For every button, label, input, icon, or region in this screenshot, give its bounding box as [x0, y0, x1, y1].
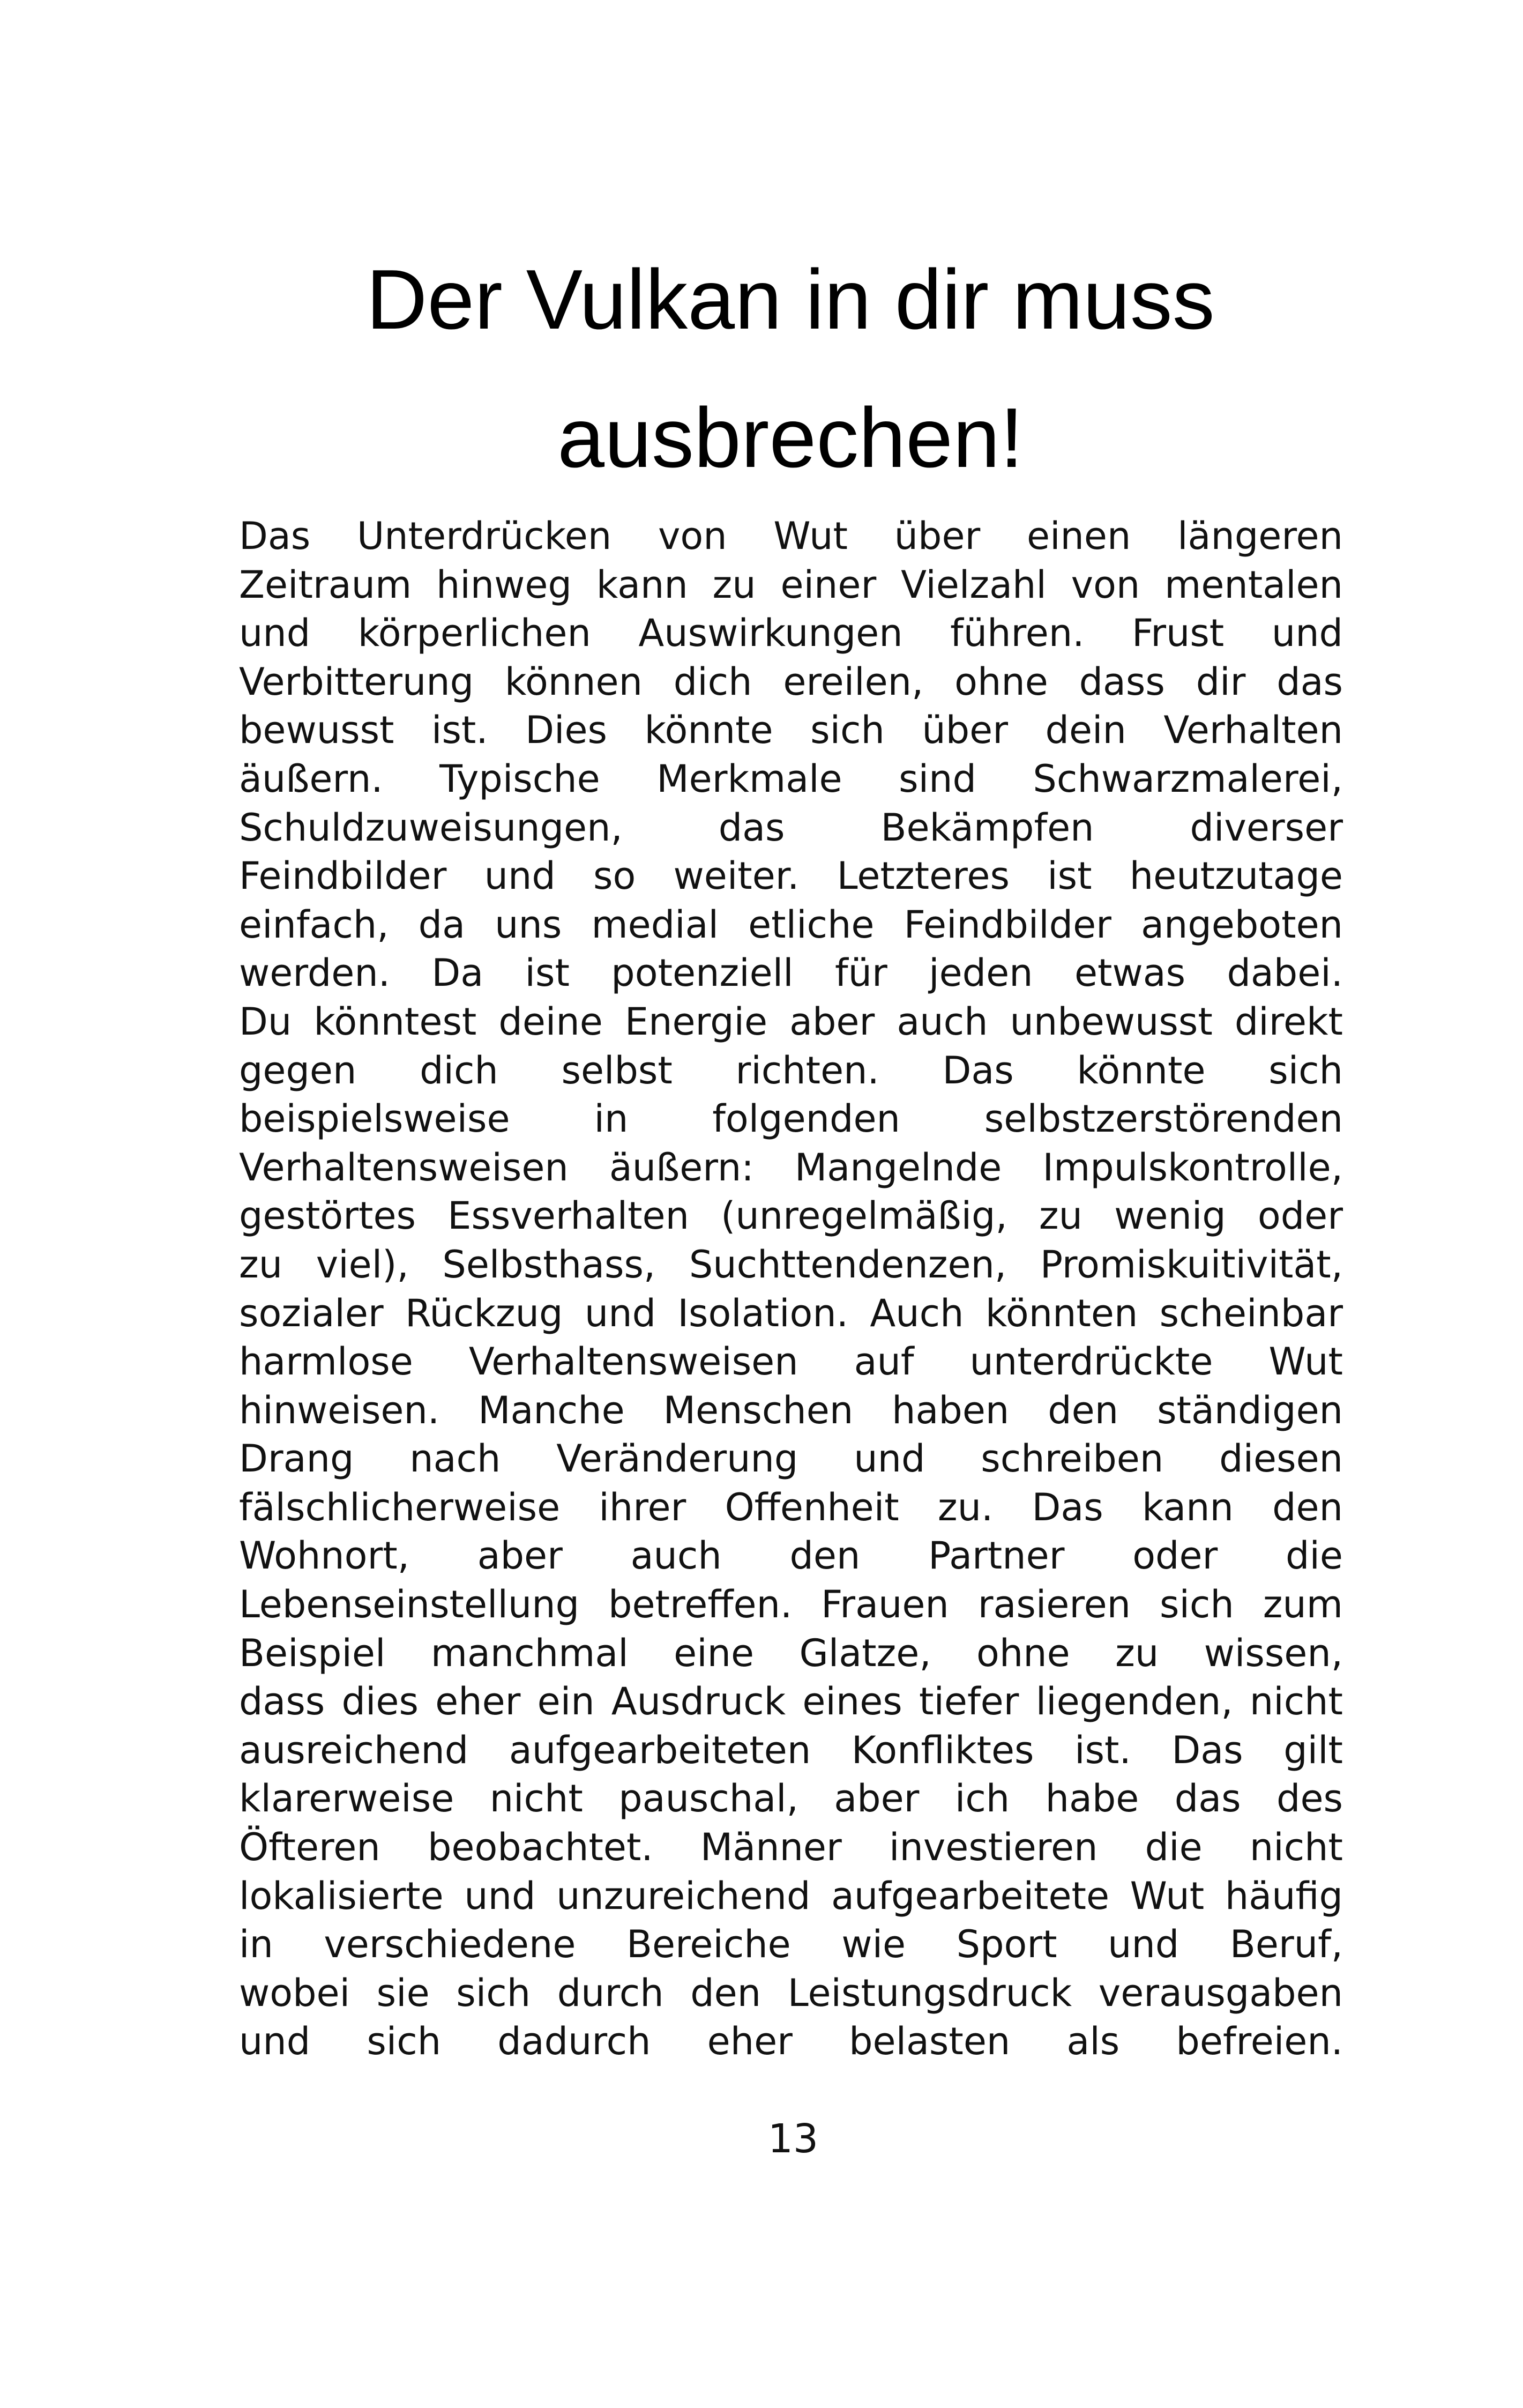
text-line: dass dies eher ein Ausdruck eines tiefer liegenden, nicht — [239, 1679, 1343, 1724]
text-line: Öfteren beobachtet. Männer investieren die nicht — [239, 1825, 1343, 1870]
chapter-title-line: ausbrechen! — [557, 391, 1024, 485]
text-line: Verhaltensweisen äußern: Mangelnde Impulskontrolle, — [239, 1145, 1343, 1190]
text-line: fälschlicherweise ihrer Offenheit zu. Das kann den — [239, 1485, 1343, 1529]
chapter-title — [241, 231, 1340, 507]
text-line: hinweisen. Manche Menschen haben den ständigen — [239, 1388, 1343, 1432]
text-line: Wohnort, aber auch den Partner oder die — [239, 1534, 1343, 1578]
text-line: Schuldzuweisungen, das Bekämpfen diverser — [239, 805, 1343, 850]
text-line: harmlose Verhaltensweisen auf unterdrückte Wut — [239, 1340, 1343, 1384]
page-number: 13 — [767, 2116, 819, 2162]
text-line: werden. Da ist potenziell für jeden etwas dabei. — [239, 951, 1343, 995]
text-line: einfach, da uns medial etliche Feindbilder angeboten — [239, 902, 1343, 947]
text-line: und körperlichen Auswirkungen führen. Frust und — [239, 611, 1343, 656]
text-line: Du könntest deine Energie aber auch unbewusst direkt — [239, 999, 1343, 1044]
text-line: beispielsweise in folgenden selbstzerstörenden — [239, 1097, 1343, 1141]
body-paragraph — [239, 512, 1343, 2066]
chapter-title-line: Der Vulkan in dir muss — [366, 252, 1215, 347]
text-line: zu viel), Selbsthass, Suchttendenzen, Promiskuitivität, — [239, 1242, 1343, 1287]
text-line: wobei sie sich durch den Leistungsdruck verausgaben — [239, 1971, 1343, 2015]
text-line: ausreichend aufgearbeiteten Konfliktes ist. Das gilt — [239, 1728, 1343, 1772]
text-line: Feindbilder und so weiter. Letzteres ist heutzutage — [239, 854, 1343, 898]
text-line: Lebenseinstellung betreffen. Frauen rasieren sich zum — [239, 1582, 1343, 1627]
text-line: in verschiedene Bereiche wie Sport und Beruf, — [239, 1922, 1343, 1967]
text-line: sozialer Rückzug und Isolation. Auch könnten scheinbar — [239, 1291, 1343, 1335]
text-line: lokalisierte und unzureichend aufgearbeitete Wut häufig — [239, 1874, 1343, 1918]
text-line: und sich dadurch eher belasten als befreien. — [239, 2019, 1343, 2064]
text-line: Das Unterdrücken von Wut über einen längeren — [239, 514, 1343, 558]
text-line: Beispiel manchmal eine Glatze, ohne zu wissen, — [239, 1631, 1343, 1675]
text-line: bewusst ist. Dies könnte sich über dein Verhalten — [239, 708, 1343, 753]
text-line: gegen dich selbst richten. Das könnte sich — [239, 1048, 1343, 1092]
text-line: Zeitraum hinweg kann zu einer Vielzahl von mentalen — [239, 562, 1343, 607]
text-line: äußern. Typische Merkmale sind Schwarzmalerei, — [239, 756, 1343, 801]
text-line: gestörtes Essverhalten (unregelmäßig, zu wenig oder — [239, 1194, 1343, 1238]
text-line: Verbitterung können dich ereilen, ohne dass dir das — [239, 659, 1343, 704]
text-line: klarerweise nicht pauschal, aber ich habe das des — [239, 1777, 1343, 1821]
text-line: Drang nach Veränderung und schreiben diesen — [239, 1437, 1343, 1481]
